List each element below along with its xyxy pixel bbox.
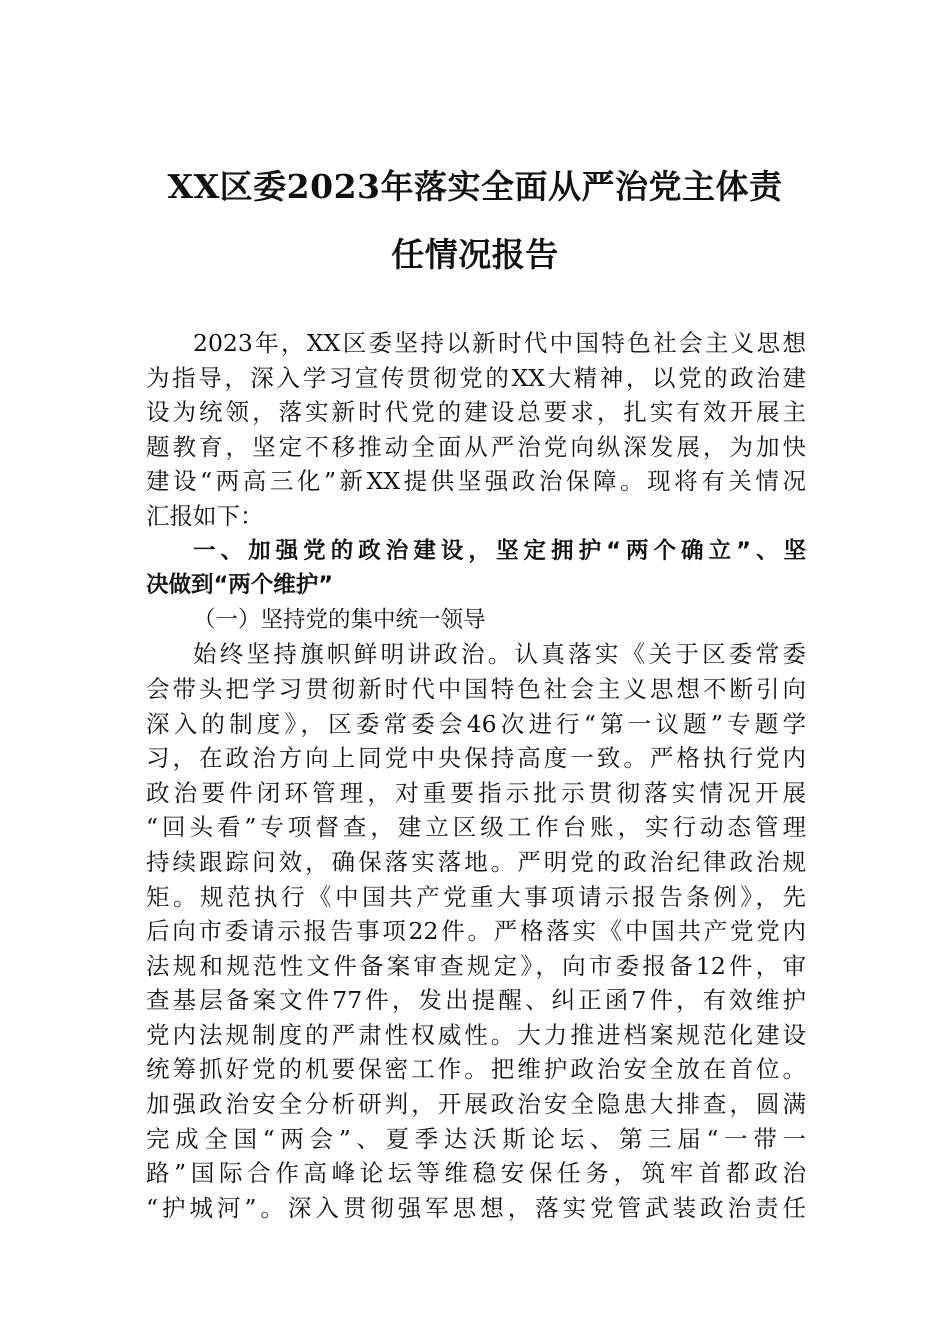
paragraph-line: 政治要件闭环管理，对重要指示批示贯彻落实情况开展 [146, 778, 806, 807]
paragraph-line: 完成全国“两会”、夏季达沃斯论坛、第三届“一带一 [146, 1124, 806, 1153]
paragraph-line: 后向市委请示报告事项22件。严格落实《中国共产党党内 [146, 917, 806, 946]
paragraph-line: 始终坚持旗帜鲜明讲政治。认真落实《关于区委常委 [193, 640, 806, 669]
paragraph-line: “护城河”。深入贯彻强军思想，落实党管武装政治责任 [146, 1193, 806, 1222]
paragraph-line: 查基层备案文件77件，发出提醒、纠正函7件，有效维护 [146, 986, 806, 1015]
paragraph-line: 党内法规制度的严肃性权威性。大力推进档案规范化建设 [146, 1020, 806, 1049]
paragraph-line: 统筹抓好党的机要保密工作。把维护政治安全放在首位。 [146, 1055, 806, 1084]
paragraph-line: 法规和规范性文件备案审查规定》，向市委报备12件，审 [146, 951, 806, 980]
document-title-line-2: 任情况报告 [391, 235, 559, 274]
document-title-line-1: XX区委2023年落实全面从严治党主体责 [167, 167, 783, 206]
intro-line: 汇报如下： [146, 501, 264, 530]
paragraph-line: 加强政治安全分析研判，开展政治安全隐患大排查，圆满 [146, 1090, 806, 1119]
subsection-heading: （一）坚持党的集中统一领导 [193, 606, 486, 633]
paragraph-line: 会带头把学习贯彻新时代中国特色社会主义思想不断引向 [146, 674, 806, 703]
paragraph-line: 路”国际合作高峰论坛等维稳安保任务，筑牢首都政治 [146, 1159, 806, 1188]
paragraph-line: 深入的制度》，区委常委会46次进行“第一议题”专题学 [146, 709, 806, 738]
section-heading-line: 一、加强党的政治建设，坚定拥护“两个确立”、坚 [193, 537, 806, 564]
intro-line: 为指导，深入学习宣传贯彻党的XX大精神，以党的政治建 [146, 363, 806, 392]
section-heading-line: 决做到“两个维护” [146, 572, 334, 599]
paragraph-line: 矩。规范执行《中国共产党重大事项请示报告条例》，先 [146, 882, 806, 911]
document-body [146, 326, 806, 1225]
intro-line: 题教育，坚定不移推动全面从严治党向纵深发展，为加快 [146, 432, 806, 461]
paragraph-line: 习，在政治方向上同党中央保持高度一致。严格执行党内 [146, 744, 806, 773]
intro-line: 2023年，XX区委坚持以新时代中国特色社会主义思想 [193, 329, 806, 357]
paragraph-line: “回头看”专项督查，建立区级工作台账，实行动态管理 [146, 813, 806, 842]
paragraph-line: 持续跟踪问效，确保落实落地。严明党的政治纪律政治规 [146, 847, 806, 876]
intro-line: 建设“两高三化”新XX提供坚强政治保障。现将有关情况 [146, 467, 806, 496]
intro-line: 设为统领，落实新时代党的建设总要求，扎实有效开展主 [146, 398, 806, 427]
